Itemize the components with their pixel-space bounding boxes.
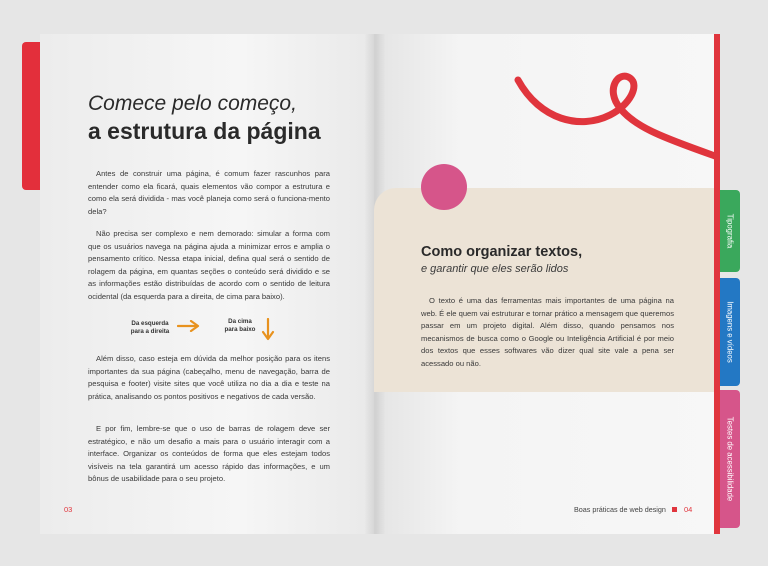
arrow-label-top-to-bottom: Da cima para baixo: [224, 318, 256, 333]
left-paragraph-3: Além disso, caso esteja em dúvida da melhor posição para os itens importantes da sua página (cabeçalho, menu de navegação, barra de pesquisa e footer) visite sites que você utiliza no dia a dia e teste na prática, analisando os pontos positivos e negativos de cada versão.: [88, 354, 330, 401]
arrow-right-icon: [177, 320, 201, 332]
right-subtitle-line2: e garantir que eles serão lidos: [421, 263, 569, 275]
red-ribbon-decoration: [510, 60, 716, 160]
tab-label: Tipografia: [725, 213, 735, 249]
footer-square-bullet: [672, 507, 677, 512]
right-subtitle-line1: Como organizar textos,: [421, 244, 583, 260]
left-paragraph-4: E por fim, lembre-se que o uso de barras de rolagem deve ser estratégico, e não um desafio a mais para o usuário interagir com a interface. Organizar os conteúdos de forma que eles estejam todos visíveis na tela garantirá um acesso rápido das informações, e um bônus de usabilidade para o seu projeto.: [88, 424, 330, 484]
tab-label: Testes de acessibilidade: [725, 416, 735, 502]
left-paragraph-1: Antes de construir uma página, é comum fazer rascunhos para entender como ela ficará, quais elementos vão compor a estrutura e como ela será dividida - mas você planeja como será o funciona-mento dela?: [88, 169, 330, 216]
page-number-left: 03: [64, 505, 73, 514]
left-title-line2: a estrutura da página: [88, 118, 321, 144]
arrow-label-left-to-right: Da esquerda para a direita: [130, 320, 170, 335]
left-title-line1: Comece pelo começo,: [88, 92, 297, 115]
right-paragraph: O texto é uma das ferramentas mais importantes de uma página na web. É ele quem vai estruturar e tornar prático a mensagem que queremos passar em um projeto digital. Além disso, quando pensamos nos mecanismos de busca como o Google ou Inteligência Artificial é por meio dos textos que esses softwares vão dizer qual site vale a pena ser acessado ou não.: [421, 296, 674, 368]
arrow-down-icon: [261, 318, 275, 342]
pink-circle-decoration: [421, 164, 467, 210]
tab-imagens-e-videos[interactable]: [720, 278, 740, 386]
red-tab-left: [22, 42, 40, 190]
tab-testes-de-acessibilidade[interactable]: [720, 390, 740, 528]
left-paragraph-2: Não precisa ser complexo e nem demorado: simular a forma com que os usuários navega na página ajuda a minimizar erros e amplia o pensamento crítico. Nessa etapa inicial, defina qual será o sentido de rolagem da página, em quantas seções o conteúdo será dividido e se as informações estão distribuídas de acordo com o sentido de leitura ocidental (da esquerda para a direita, de cima para baixo).: [88, 229, 330, 301]
tab-label: Imagens e vídeos: [725, 301, 735, 363]
tab-tipografia[interactable]: [720, 190, 740, 272]
footer-title: Boas práticas de web design: [574, 505, 666, 514]
page-number-right: 04: [684, 505, 693, 514]
